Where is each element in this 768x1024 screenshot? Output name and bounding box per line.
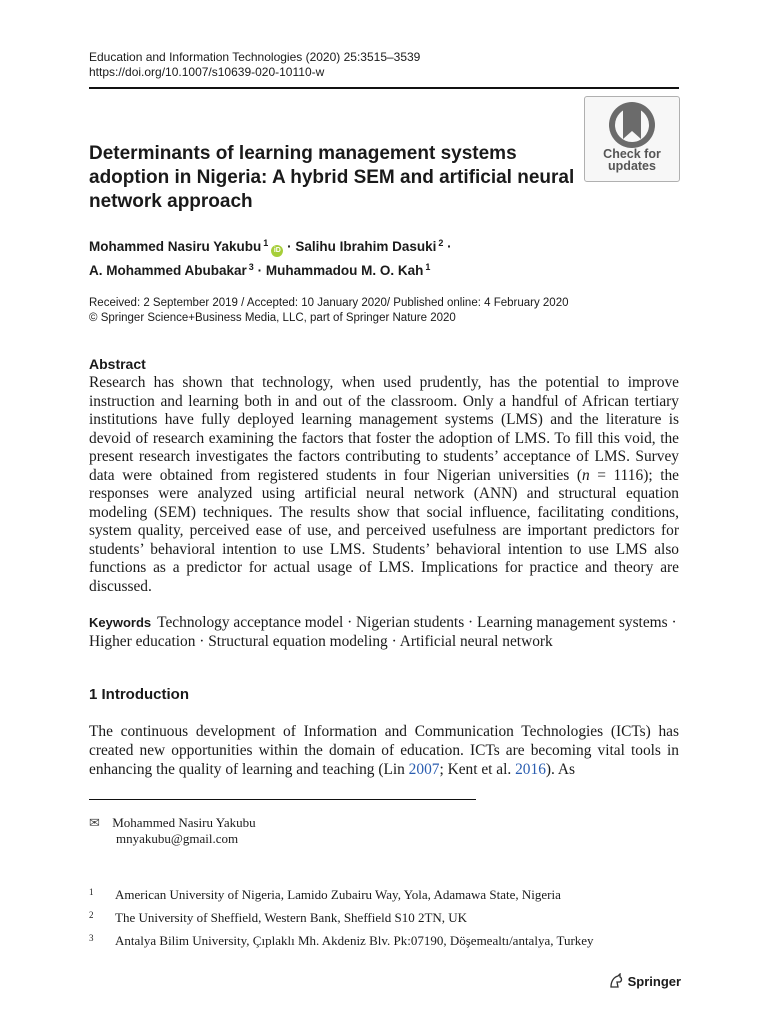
author-3[interactable]: A. Mohammed Abubakar [89, 263, 247, 278]
abstract-text-part2: ); the responses were analyzed using artificial neural network (ANN) and structural equation modeling (SEM) techniques. The results show that social influence, facilitating conditions, system quality, perceived ease of use, and perceived usefulness are important predictors for students’ behavioral intention to use LMS. Students’ behavioral intention to use LMS also functions as a predictor for actual usage of LMS. Implications for practice and theory are discussed. [89, 466, 679, 595]
affiliation-text: Antalya Bilim University, Çıplaklı Mh. Akdeniz Blv. Pk:07190, Döşemealtı/antalya, Turkey [115, 933, 594, 948]
contact-email[interactable]: mnyakubu@gmail.com [116, 831, 239, 846]
abstract-heading: Abstract [89, 356, 146, 372]
author-2-affil: 2 [438, 238, 444, 248]
author-separator: · [287, 239, 292, 254]
badge-line2: updates [608, 159, 656, 173]
affiliation-1 [89, 884, 561, 903]
intro-text-mid: ; Kent et al. [439, 761, 516, 778]
intro-text-end: ). As [545, 761, 575, 778]
author-3-affil: 3 [248, 262, 254, 272]
affiliation-text: American University of Nigeria, Lamido Zubairu Way, Yola, Adamawa State, Nigeria [115, 887, 561, 902]
copyright-icon: © [89, 312, 98, 324]
journal-header [89, 50, 420, 80]
bookmark-icon [585, 99, 679, 151]
intro-text: The continuous development of Information and Communication Technologies (ICTs) has created new opportunities within the domain of education. ICTs are becoming vital tools in enhancing the quality of learning and teaching (Lin [89, 723, 679, 778]
springer-horse-icon [608, 973, 624, 989]
copyright-text: Springer Science+Business Media, LLC, part of Springer Nature 2020 [100, 312, 456, 324]
received-accepted-published: Received: 2 September 2019 / Accepted: 10 January 2020/ Published online: 4 February 2020 [89, 297, 569, 309]
paper-title: Determinants of learning management systems adoption in Nigeria: A hybrid SEM and artificial neural network approach [89, 143, 575, 212]
section-heading-introduction: 1 Introduction [89, 686, 189, 703]
check-for-updates-badge[interactable] [584, 96, 680, 182]
affiliation-3 [89, 930, 594, 949]
corresponding-author [89, 815, 256, 847]
author-list [89, 233, 452, 281]
abstract-n-variable: n [582, 466, 590, 484]
author-1[interactable]: Mohammed Nasiru Yakubu [89, 239, 262, 254]
contact-name: Mohammed Nasiru Yakubu [112, 815, 256, 830]
publisher-logo [608, 973, 681, 989]
publication-dates [89, 296, 569, 326]
affiliation-number: 1 [89, 887, 94, 897]
author-4-affil: 1 [425, 262, 431, 272]
keywords-text: Technology acceptance model · Nigerian students · Learning management systems · Higher education · Structural equation modeling · Artificial neural network [89, 614, 677, 650]
abstract-n-value: = 1116 [589, 466, 644, 484]
author-separator: · [447, 239, 452, 254]
keywords-label: Keywords [89, 615, 152, 630]
citation-link-kent[interactable]: 2016 [515, 761, 546, 778]
abstract-text-part1: Research has shown that technology, when used prudently, has the potential to improve instruction and learning both in and out of the classroom. Only a handful of African tertiary institutions have fully deployed learning management systems (LMS) and the literature is devoid of research examining the factors that foster the adoption of LMS. To fill this void, the present research investigates the factors contributing to students’ acceptance of LMS. Survey data were obtained from registered students in four Nigerian universities ( [89, 374, 679, 484]
badge-line1: Check for [603, 147, 661, 161]
citation-link-lin[interactable]: 2007 [408, 761, 440, 778]
affiliation-text: The University of Sheffield, Western Bank, Sheffield S10 2TN, UK [115, 910, 468, 925]
abstract-body [89, 374, 679, 596]
header-rule [89, 87, 679, 89]
affiliation-2 [89, 907, 467, 926]
publisher-name: Springer [627, 974, 682, 989]
orcid-icon[interactable]: iD [271, 245, 283, 257]
author-4[interactable]: Muhammadou M. O. Kah [265, 263, 424, 278]
keywords-block [89, 613, 679, 651]
introduction-body [89, 722, 679, 779]
affiliation-number: 3 [89, 933, 94, 943]
affiliation-number: 2 [89, 910, 94, 920]
envelope-icon: ✉ [89, 815, 100, 830]
footnote-rule [89, 799, 476, 800]
author-2[interactable]: Salihu Ibrahim Dasuki [295, 239, 437, 254]
journal-citation: Education and Information Technologies (2020) 25:3515–3539 [89, 50, 421, 64]
author-1-affil: 1 [263, 238, 269, 248]
journal-doi[interactable]: https://doi.org/10.1007/s10639-020-10110-w [89, 65, 325, 79]
author-separator: · [257, 263, 263, 278]
